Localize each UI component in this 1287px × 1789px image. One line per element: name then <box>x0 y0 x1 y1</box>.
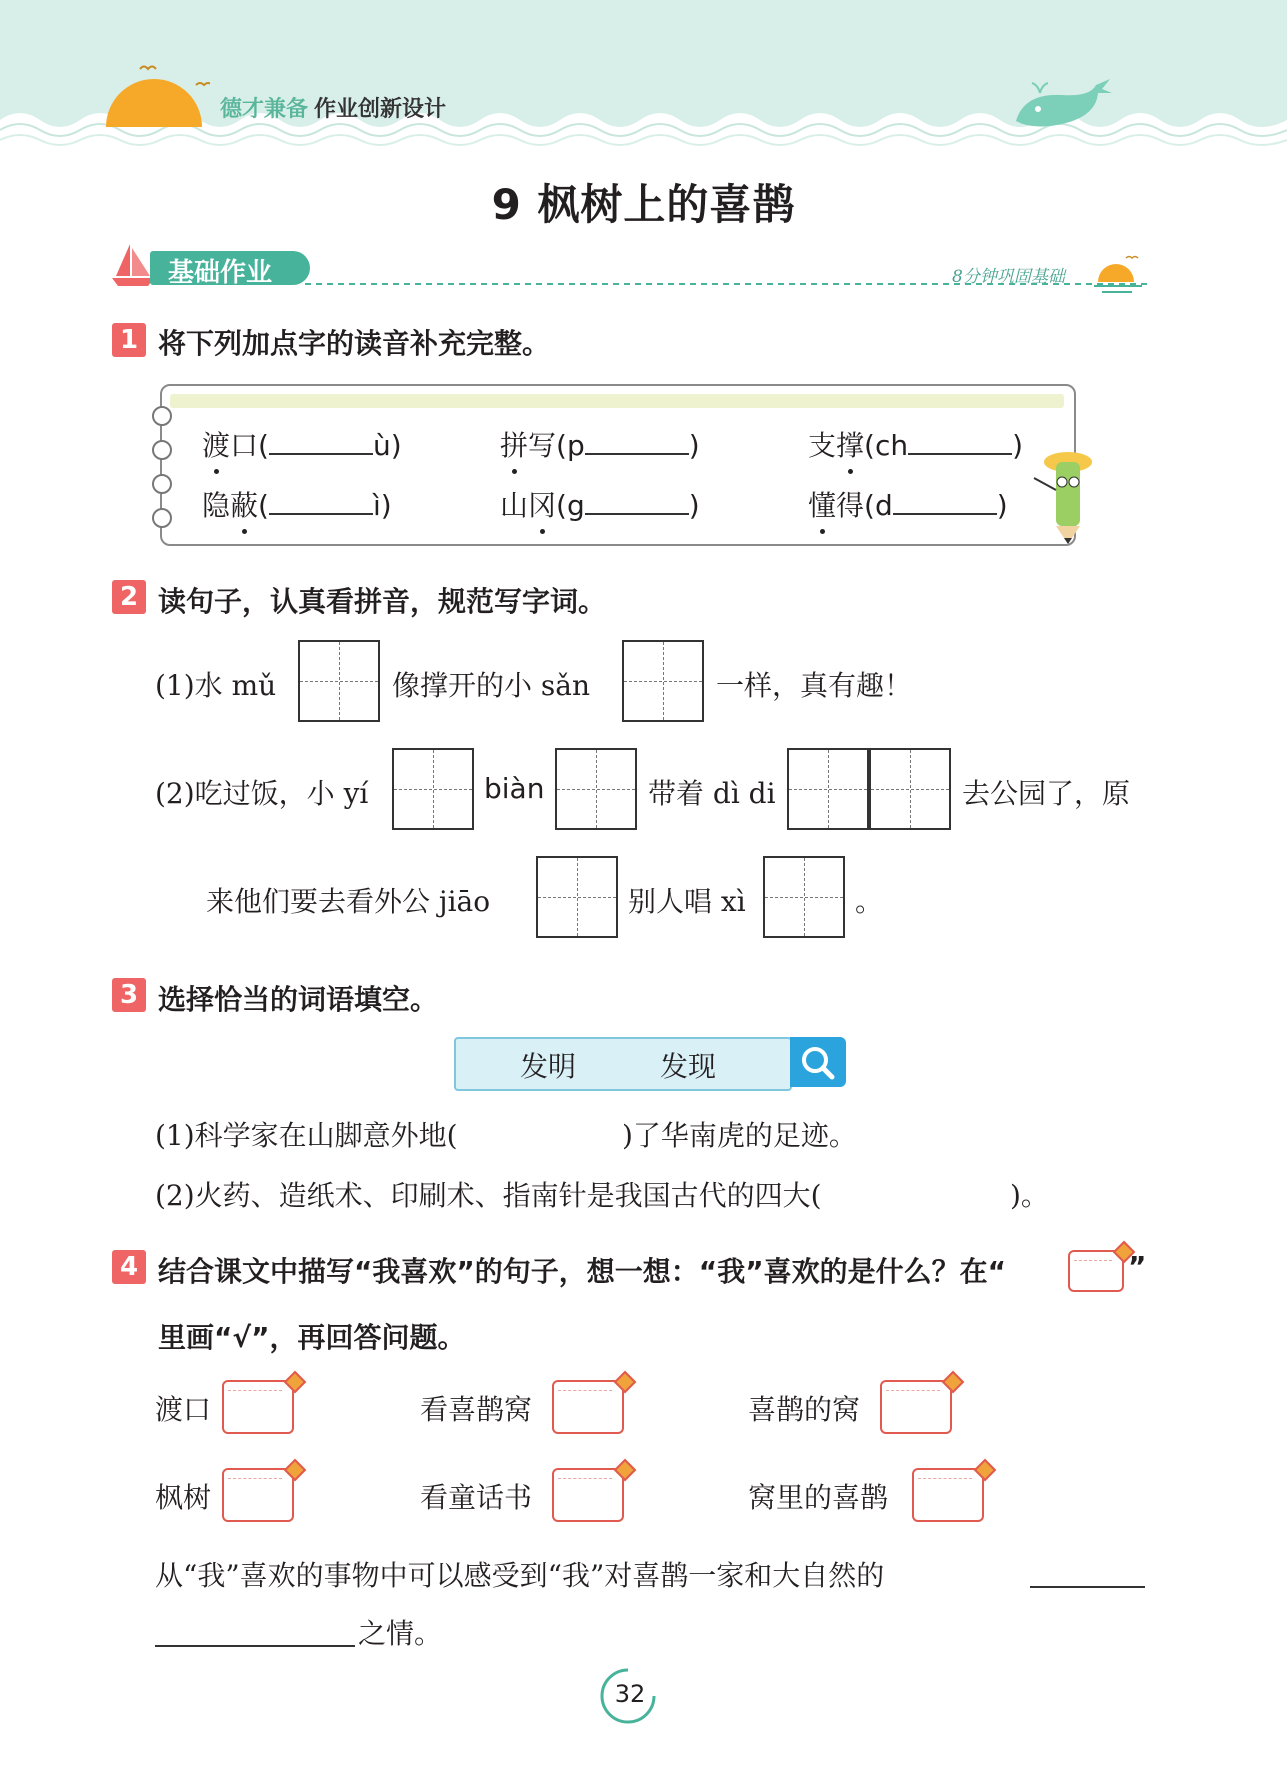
notebook-ring <box>152 440 172 460</box>
q1-item <box>500 484 700 524</box>
dotted-char: 拼 <box>500 424 528 464</box>
check-box[interactable] <box>222 1468 294 1522</box>
q4-number: 4 <box>112 1250 146 1284</box>
q2-number: 2 <box>112 580 146 614</box>
q2-s2-d: 去公园了，原 <box>962 777 1131 810</box>
q1-close: ) <box>996 489 1008 522</box>
notebook-ring <box>152 474 172 494</box>
q1-close: ) <box>390 429 402 462</box>
q4-answer-a: 从“我”喜欢的事物中可以感受到“我”对喜鹊一家和大自然的 <box>155 1559 885 1592</box>
q3-s2-b: )。 <box>1010 1179 1049 1212</box>
dotted-char: 蔽 <box>230 484 258 524</box>
notebook-strip <box>170 394 1064 408</box>
check-box[interactable] <box>880 1380 952 1434</box>
tian-grid-box[interactable] <box>555 748 637 830</box>
dotted-char: 懂 <box>808 484 836 524</box>
q1-item <box>808 484 1008 524</box>
q3-number: 3 <box>112 978 146 1012</box>
check-box[interactable] <box>912 1468 984 1522</box>
q2-s1-b: 像撑开的小 sǎn <box>392 669 590 702</box>
q1-item-text: 口( <box>230 429 269 462</box>
section-note: 8分钟巩固基础 <box>952 267 1065 287</box>
tian-grid-box[interactable] <box>622 640 704 722</box>
tian-grid-box[interactable] <box>787 748 869 830</box>
pinyin-blank[interactable] <box>585 425 689 455</box>
q1-item-pre: 山 <box>500 489 529 522</box>
page-title: 9 枫树上的喜鹊 <box>491 180 796 229</box>
sunset-icon <box>1092 250 1148 300</box>
q4-option: 渡口 <box>155 1393 212 1426</box>
q1-close: ) <box>688 489 700 522</box>
q1-item <box>202 424 402 464</box>
q1-item-text: ( <box>258 489 269 522</box>
q2-s2-c: 带着 dì di <box>648 777 776 810</box>
pencil-mascot-icon <box>1030 440 1100 550</box>
search-button[interactable] <box>790 1037 846 1087</box>
answer-blank[interactable] <box>155 1645 355 1647</box>
q1-item-pre: 支 <box>808 429 837 462</box>
dotted-char: 渡 <box>202 424 230 464</box>
check-box-sample <box>1068 1250 1124 1292</box>
q2-s1-c: 一样，真有趣！ <box>716 669 913 702</box>
pinyin-blank[interactable] <box>893 485 997 515</box>
word-option: 发现 <box>660 1050 717 1083</box>
q4-answer-b: 之情。 <box>358 1617 443 1650</box>
q1-item <box>808 424 1023 464</box>
q2-s2-b: biàn <box>484 772 545 805</box>
tian-grid-box[interactable] <box>298 640 380 722</box>
dotted-char: 撑 <box>836 424 864 464</box>
pinyin-blank[interactable] <box>585 485 689 515</box>
q1-number: 1 <box>112 323 146 357</box>
whale-icon <box>1010 75 1115 135</box>
q1-close: ) <box>1012 429 1024 462</box>
q1-item <box>202 484 392 524</box>
q2-prompt: 读句子，认真看拼音，规范写字词。 <box>158 585 607 618</box>
q2-s2-a: (2)吃过饭，小 yí <box>155 777 369 810</box>
q2-s3-c: 。 <box>855 885 884 918</box>
brand-rest: 作业创新设计 <box>314 97 447 122</box>
pinyin-blank[interactable] <box>269 485 373 515</box>
brand-title <box>220 92 446 123</box>
q3-prompt: 选择恰当的词语填空。 <box>158 983 439 1016</box>
notebook-ring <box>152 406 172 426</box>
answer-blank[interactable] <box>1030 1586 1145 1588</box>
q1-close: ) <box>688 429 700 462</box>
brand-highlight: 德才兼备 <box>220 97 309 122</box>
section-label: 基础作业 <box>168 258 273 288</box>
check-box[interactable] <box>222 1380 294 1434</box>
q3-s1-a: (1)科学家在山脚意外地( <box>155 1119 458 1152</box>
q2-s1-a: (1)水 mǔ <box>155 669 277 702</box>
q4-option: 看童话书 <box>420 1481 533 1514</box>
q4-option: 窝里的喜鹊 <box>748 1481 889 1514</box>
q3-s1-b: )了华南虎的足迹。 <box>622 1119 857 1152</box>
sun-icon <box>100 55 210 135</box>
q1-item-pre: 隐 <box>202 489 231 522</box>
q1-item <box>500 424 700 464</box>
notebook-ring <box>152 508 172 528</box>
dotted-char: 冈 <box>528 484 556 524</box>
pinyin-blank[interactable] <box>269 425 373 455</box>
pinyin-blank[interactable] <box>908 425 1012 455</box>
check-box[interactable] <box>552 1468 624 1522</box>
q4-option: 喜鹊的窝 <box>748 1393 861 1426</box>
q1-item-text: 得(d <box>836 489 893 522</box>
check-box[interactable] <box>552 1380 624 1434</box>
tian-grid-box[interactable] <box>536 856 618 938</box>
q1-item-text: 写(p <box>528 429 585 462</box>
q1-prompt: 将下列加点字的读音补充完整。 <box>158 327 551 360</box>
q1-hint: ì <box>372 489 381 522</box>
q4-prompt-a: 结合课文中描写“我喜欢”的句子，想一想：“我”喜欢的是什么？在“ <box>158 1255 1007 1288</box>
word-option: 发明 <box>520 1050 577 1083</box>
page-number: 32 <box>614 1680 646 1708</box>
tian-grid-box[interactable] <box>392 748 474 830</box>
word-bank <box>454 1037 792 1091</box>
q2-s3-a: 来他们要去看外公 jiāo <box>206 885 491 918</box>
q3-s2-a: (2)火药、造纸术、印刷术、指南针是我国古代的四大( <box>155 1179 822 1212</box>
tian-grid-box[interactable] <box>869 748 951 830</box>
q4-prompt-b: ” <box>1128 1250 1147 1283</box>
q2-s3-b: 别人唱 xì <box>628 885 746 918</box>
q1-item-text: (g <box>556 489 585 522</box>
q1-close: ) <box>380 489 392 522</box>
search-icon <box>790 1037 846 1087</box>
tian-grid-box[interactable] <box>763 856 845 938</box>
q4-option: 枫树 <box>155 1481 212 1514</box>
q1-item-text: (ch <box>864 429 909 462</box>
q4-option: 看喜鹊窝 <box>420 1393 533 1426</box>
q4-prompt-c: 里画“√”，再回答问题。 <box>158 1321 466 1354</box>
q1-hint: ù <box>372 429 391 462</box>
